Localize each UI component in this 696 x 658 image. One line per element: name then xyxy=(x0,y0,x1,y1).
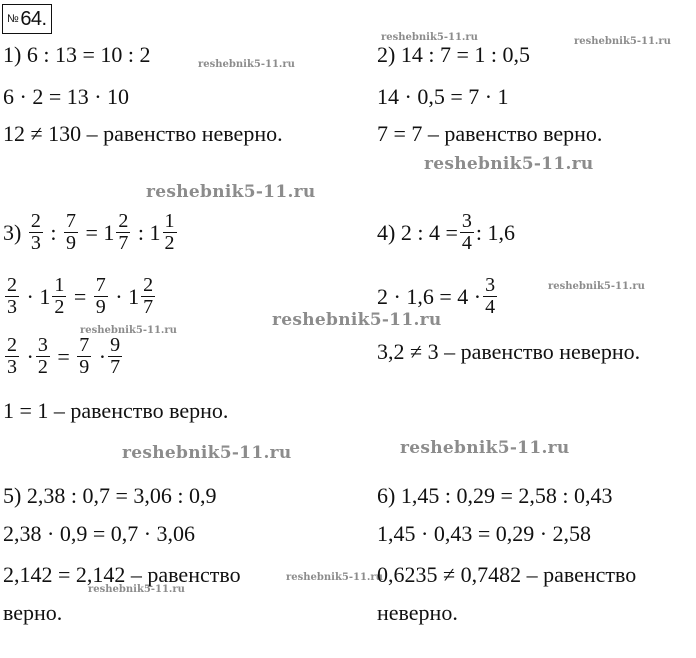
watermark: reshebnik5-11.ru xyxy=(286,572,383,583)
p4-conclusion: 3,2 ≠ 3 – равенство неверно. xyxy=(377,339,641,364)
number-sign: № xyxy=(7,13,19,25)
fraction: $\frac{7}{9}$ xyxy=(79,334,90,378)
p4-equation: 4) 2 : 4 = $\frac{3}{4}$ : 1,6 xyxy=(377,210,515,254)
p6-product: 1,45 · 0,43 = 0,29 · 2,58 xyxy=(377,521,592,546)
fraction: $\frac{9}{7}$ xyxy=(110,334,121,378)
watermark: reshebnik5-11.ru xyxy=(381,32,478,43)
p4-product: 2 · 1,6 = 4 · $\frac{3}{4}$ xyxy=(377,274,496,318)
problem-number: 64. xyxy=(20,8,47,30)
watermark: reshebnik5-11.ru xyxy=(548,281,645,292)
fraction: $\frac{2}{3}$ xyxy=(7,334,17,378)
watermark: reshebnik5-11.ru xyxy=(146,182,316,202)
watermark: reshebnik5-11.ru xyxy=(88,584,185,595)
p5-result: 2,142 = 2,142 – равенство xyxy=(3,562,241,587)
p6-conclusion: неверно. xyxy=(377,600,458,625)
watermark: reshebnik5-11.ru xyxy=(80,325,177,336)
p6-result: 0,6235 ≠ 0,7482 – равенство xyxy=(377,562,637,587)
p3-label: 3) xyxy=(3,219,22,245)
fraction: $\frac{3}{4}$ xyxy=(485,274,496,318)
fraction: $\frac{7}{9}$ xyxy=(95,274,106,318)
p3-conclusion: 1 = 1 – равенство верно. xyxy=(3,398,229,423)
fraction: $\frac{7}{9}$ xyxy=(65,210,76,254)
fraction: $\frac{1}{2}$ xyxy=(54,274,65,318)
fraction: $\frac{2}{3}$ xyxy=(7,274,17,318)
p2-conclusion: 7 = 7 – равенство верно. xyxy=(377,121,603,146)
fraction: $\frac{2}{7}$ xyxy=(143,274,154,318)
watermark: reshebnik5-11.ru xyxy=(272,310,442,330)
p3-product: $\frac{2}{3}$ · 1 $\frac{1}{2}$ = $\frac{7}{9}$ · 1 $\frac{2}{7}$ xyxy=(7,274,154,318)
p2-equation: 2) 14 : 7 = 1 : 0,5 xyxy=(377,42,530,67)
p1-equation: 1) 6 : 13 = 10 : 2 xyxy=(3,42,151,67)
fraction: $\frac{2}{7}$ xyxy=(118,210,129,254)
watermark: reshebnik5-11.ru xyxy=(122,443,292,463)
p5-equation: 5) 2,38 : 0,7 = 3,06 : 0,9 xyxy=(3,483,217,508)
watermark: reshebnik5-11.ru xyxy=(198,59,295,70)
p5-conclusion: верно. xyxy=(3,600,63,625)
p5-product: 2,38 · 0,9 = 0,7 · 3,06 xyxy=(3,521,196,546)
watermark: reshebnik5-11.ru xyxy=(400,438,570,458)
p2-product: 14 · 0,5 = 7 · 1 xyxy=(377,84,509,109)
fraction: $\frac{2}{3}$ xyxy=(30,210,41,254)
fraction: $\frac{3}{4}$ xyxy=(461,210,472,254)
p1-product: 6 · 2 = 13 · 10 xyxy=(3,84,130,109)
p1-conclusion: 12 ≠ 130 – равенство неверно. xyxy=(3,121,283,146)
p6-equation: 6) 1,45 : 0,29 = 2,58 : 0,43 xyxy=(377,483,613,508)
fraction: $\frac{1}{2}$ xyxy=(164,210,175,254)
p3-simplified: $\frac{2}{3}$ · $\frac{3}{2}$ = $\frac{7}{9}$ · $\frac{9}{7}$ xyxy=(7,334,121,378)
watermark: reshebnik5-11.ru xyxy=(574,36,671,47)
problem-number-badge xyxy=(2,4,52,34)
watermark: reshebnik5-11.ru xyxy=(424,154,594,174)
p3-equation: 3) $\frac{2}{3}$ : $\frac{7}{9}$ = 1 $\frac{2}{7}$ : 1 $\frac{1}{2}$ xyxy=(3,210,175,254)
fraction: $\frac{3}{2}$ xyxy=(37,334,48,378)
